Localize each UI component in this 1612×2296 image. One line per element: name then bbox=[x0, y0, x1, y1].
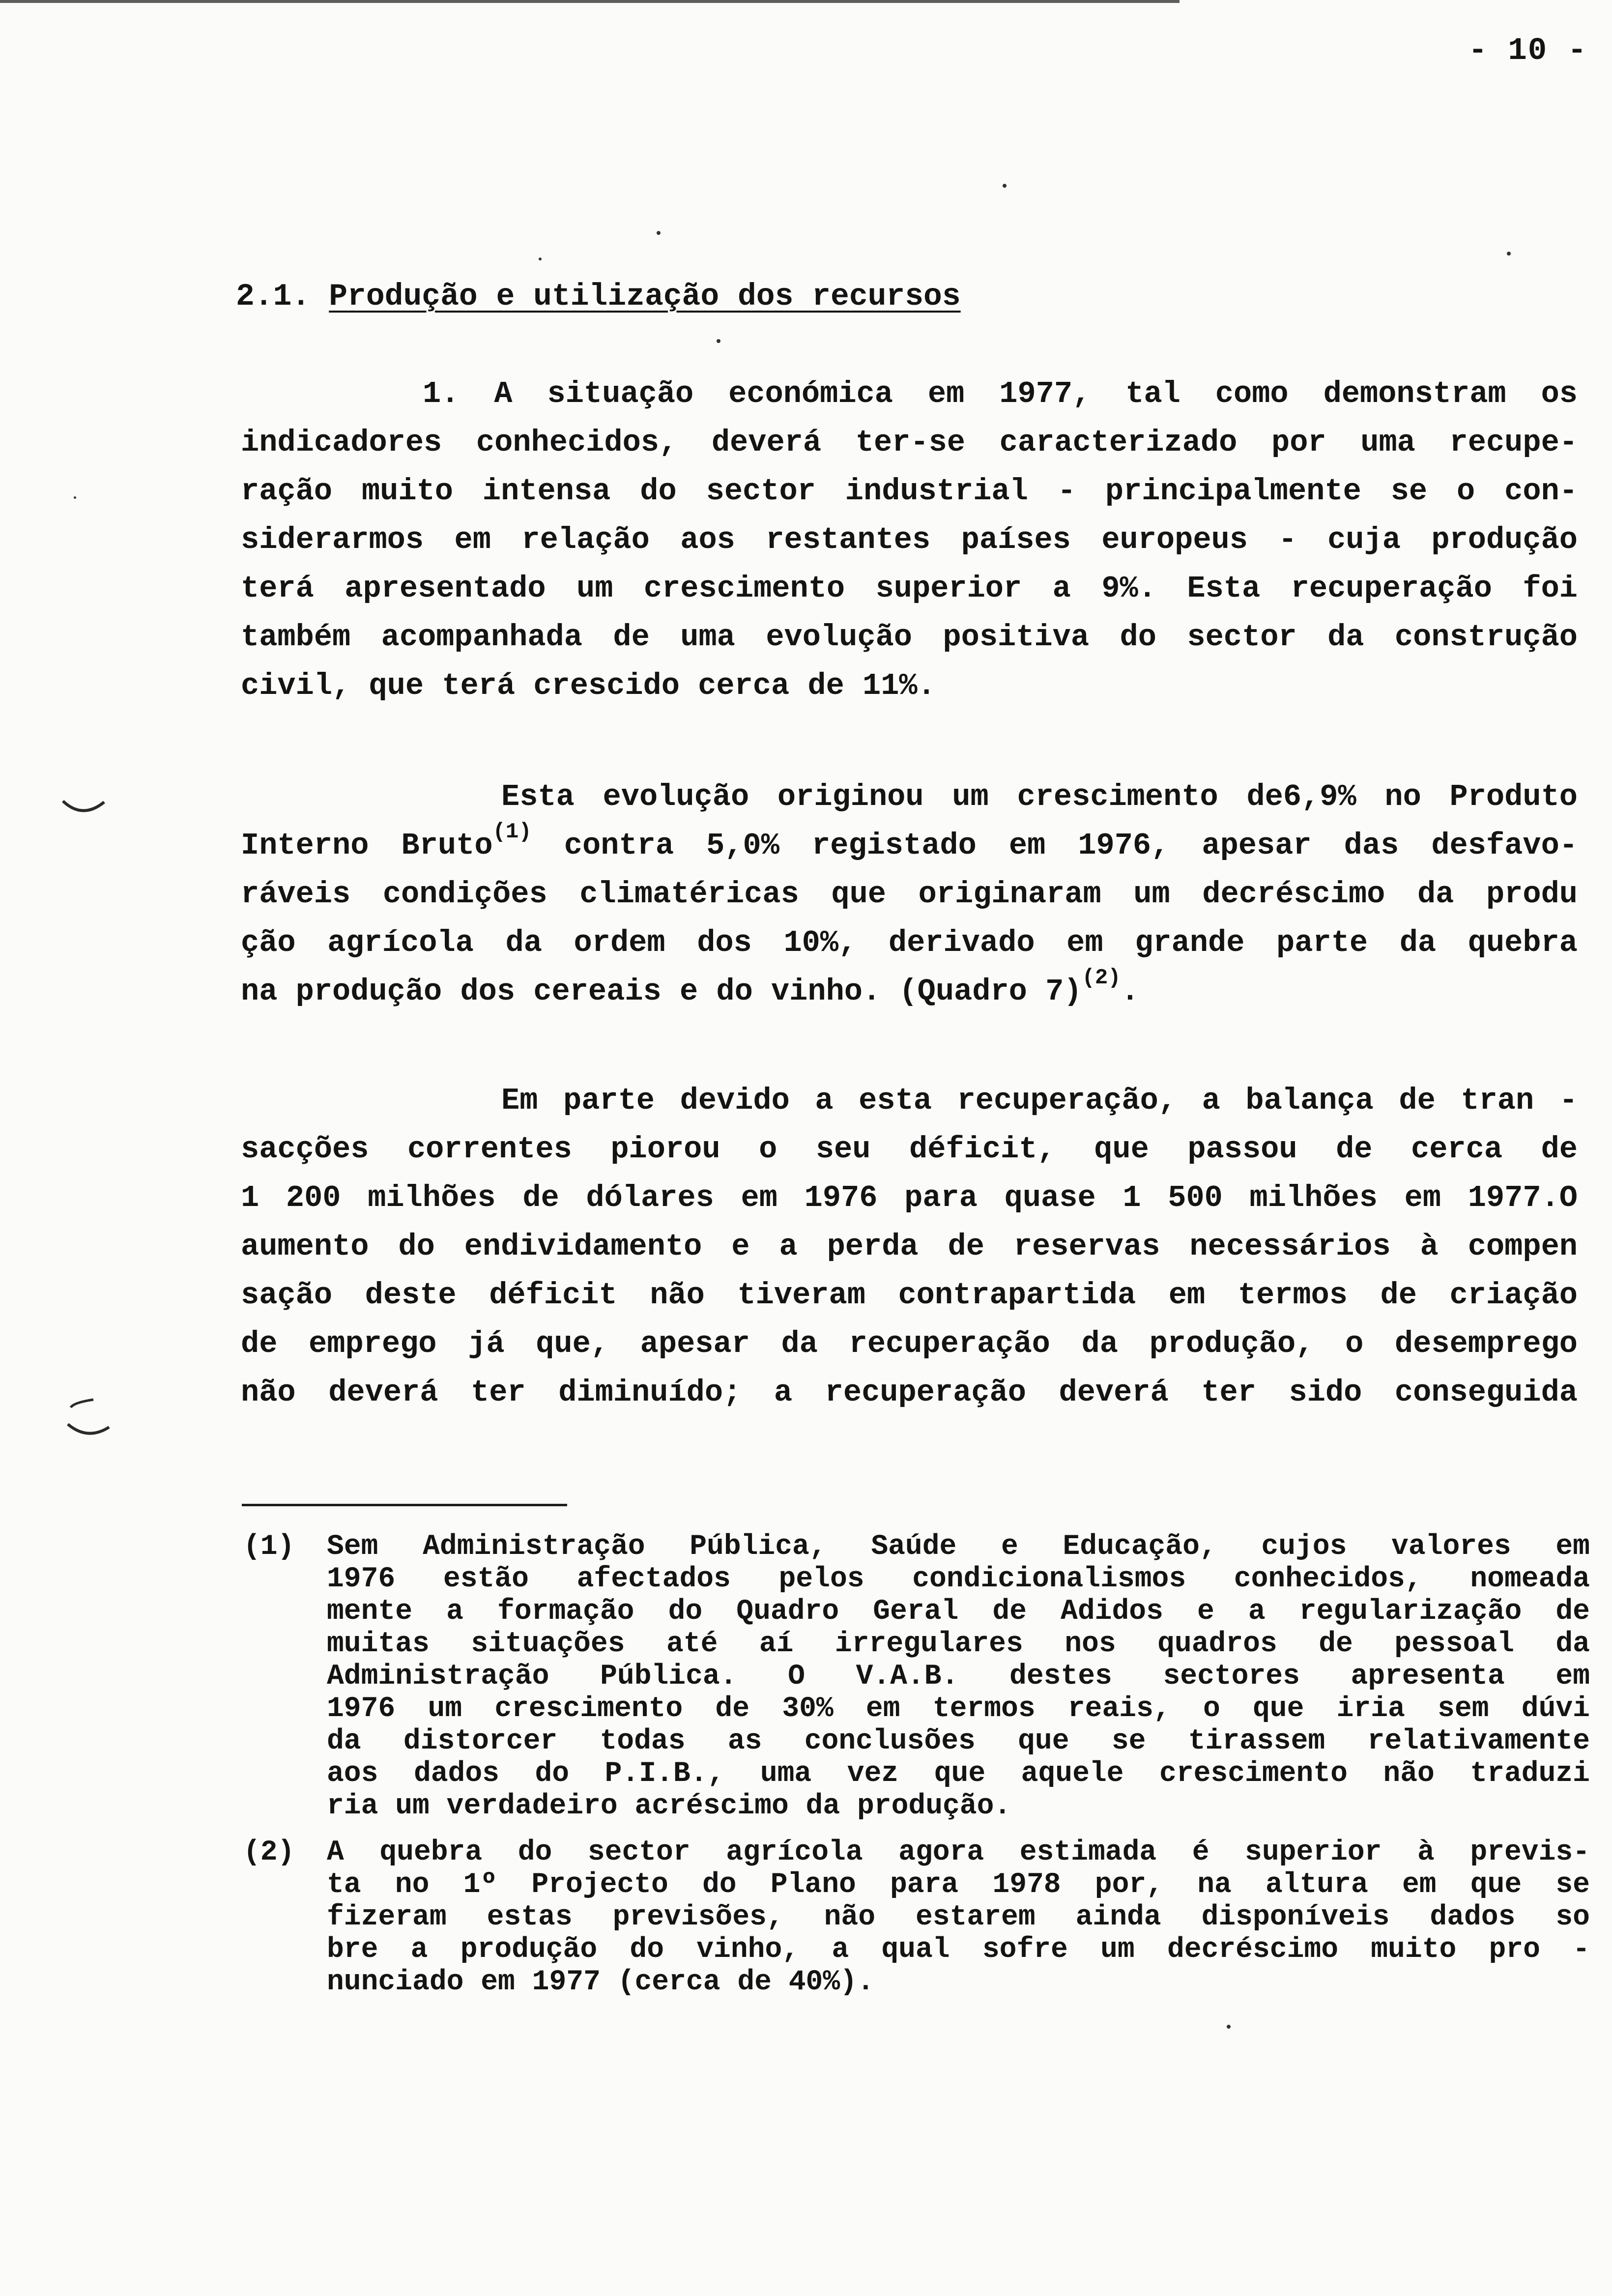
line-text: na produção dos cereais e do vinho. (Quadro 7) bbox=[241, 974, 1082, 1009]
footnote-ref-2: (2) bbox=[1082, 966, 1121, 990]
footnote-line: mente a formação do Quadro Geral de Adidos e a regularização de bbox=[327, 1596, 1590, 1628]
page-number: - 10 - bbox=[1468, 33, 1587, 69]
text-line: sação deste déficit não tiveram contrapartida em termos de criação bbox=[241, 1278, 1578, 1313]
text-line: ração muito intensa do sector industrial - principalmente se o con- bbox=[241, 474, 1578, 509]
paragraph-3 bbox=[241, 1076, 1578, 1417]
text-line: 1. A situação económica em 1977, tal como demonstram os bbox=[423, 376, 1578, 411]
footnote-marker: (2) bbox=[243, 1837, 295, 1868]
section-title: Produção e utilização dos recursos bbox=[329, 279, 961, 314]
footnote-line: A quebra do sector agrícola agora estimada é superior à previs- bbox=[327, 1837, 1590, 1868]
paragraph-1 bbox=[241, 370, 1578, 710]
footnote-ref-1: (1) bbox=[492, 820, 532, 844]
scan-speck bbox=[539, 258, 542, 260]
text-line: aumento do endividamento e a perda de reservas necessários à compen bbox=[241, 1229, 1578, 1264]
footnote-body bbox=[327, 1837, 1590, 1999]
footnote-body bbox=[327, 1531, 1590, 1823]
footnote-line: ta no 1º Projecto do Plano para 1978 por, na altura em que se bbox=[327, 1869, 1590, 1901]
footnote-line: muitas situações até aí irregulares nos quadros de pessoal da bbox=[327, 1628, 1590, 1660]
scan-speck bbox=[1507, 252, 1511, 256]
top-edge-rule bbox=[0, 0, 1180, 3]
text-line: não deverá ter diminuído; a recuperação deverá ter sido conseguida bbox=[241, 1375, 1578, 1410]
text-line: Em parte devido a esta recuperação, a balança de tran - bbox=[501, 1083, 1578, 1118]
footnote-line: Administração Pública. O V.A.B. destes sectores apresenta em bbox=[327, 1661, 1590, 1693]
footnotes bbox=[243, 1531, 1590, 2012]
line-text: contra 5,0% registado em 1976, apesar das desfavo- bbox=[531, 828, 1578, 863]
scan-speck bbox=[657, 231, 661, 235]
text-line: 1 200 milhões de dólares em 1976 para quase 1 500 milhões em 1977.O bbox=[241, 1180, 1578, 1215]
section-heading bbox=[236, 279, 961, 314]
binder-hole-mark bbox=[59, 796, 108, 826]
text-line bbox=[241, 967, 1578, 1016]
footnote-line: Sem Administração Pública, Saúde e Educação, cujos valores em bbox=[327, 1531, 1590, 1563]
text-line: indicadores conhecidos, deverá ter-se caracterizado por uma recupe- bbox=[241, 425, 1578, 460]
footnote-line: fizeram estas previsões, não estarem ainda disponíveis dados so bbox=[327, 1901, 1590, 1933]
text-line: Esta evolução originou um crescimento de6,9% no Produto bbox=[501, 779, 1578, 814]
scan-speck bbox=[1003, 184, 1007, 188]
footnote-line: 1976 estão afectados pelos condicionalismos conhecidos, nomeada bbox=[327, 1563, 1590, 1595]
line-text: . bbox=[1121, 974, 1139, 1009]
scan-speck bbox=[74, 496, 76, 499]
text-line: terá apresentado um crescimento superior a 9%. Esta recuperação foi bbox=[241, 571, 1578, 606]
line-text: Interno Bruto bbox=[241, 828, 493, 863]
text-line bbox=[241, 821, 1578, 870]
footnote-line: 1976 um crescimento de 30% em termos reais, o que iria sem dúvi bbox=[327, 1693, 1590, 1725]
scan-speck bbox=[1227, 2025, 1231, 2029]
binder-hole-mark bbox=[64, 1396, 113, 1450]
paragraph-2 bbox=[241, 773, 1578, 1016]
footnote-2 bbox=[243, 1837, 1590, 1999]
text-line: também acompanhada de uma evolução positiva do sector da construção bbox=[241, 620, 1578, 655]
footnote-line: bre a produção do vinho, a qual sofre um decréscimo muito pro - bbox=[327, 1934, 1590, 1966]
footnote-line: ria um verdadeiro acréscimo da produção. bbox=[327, 1790, 1011, 1822]
footnote-line: nunciado em 1977 (cerca de 40%). bbox=[327, 1966, 874, 1998]
text-line: sacções correntes piorou o seu déficit, que passou de cerca de bbox=[241, 1132, 1578, 1167]
text-line: civil, que terá crescido cerca de 11%. bbox=[241, 668, 936, 703]
text-line: ráveis condições climatéricas que originaram um decréscimo da produ bbox=[241, 877, 1578, 912]
text-line: siderarmos em relação aos restantes países europeus - cuja produção bbox=[241, 522, 1578, 557]
scan-speck bbox=[717, 339, 720, 343]
footnote-1 bbox=[243, 1531, 1590, 1823]
footnote-line: aos dados do P.I.B., uma vez que aquele crescimento não traduzi bbox=[327, 1758, 1590, 1790]
footnote-separator bbox=[242, 1504, 567, 1506]
footnote-marker: (1) bbox=[243, 1531, 295, 1563]
section-number: 2.1. bbox=[236, 279, 311, 314]
text-line: de emprego já que, apesar da recuperação da produção, o desemprego bbox=[241, 1326, 1578, 1361]
footnote-line: da distorcer todas as conclusões que se tirassem relativamente bbox=[327, 1725, 1590, 1757]
text-line: ção agrícola da ordem dos 10%, derivado em grande parte da quebra bbox=[241, 925, 1578, 960]
